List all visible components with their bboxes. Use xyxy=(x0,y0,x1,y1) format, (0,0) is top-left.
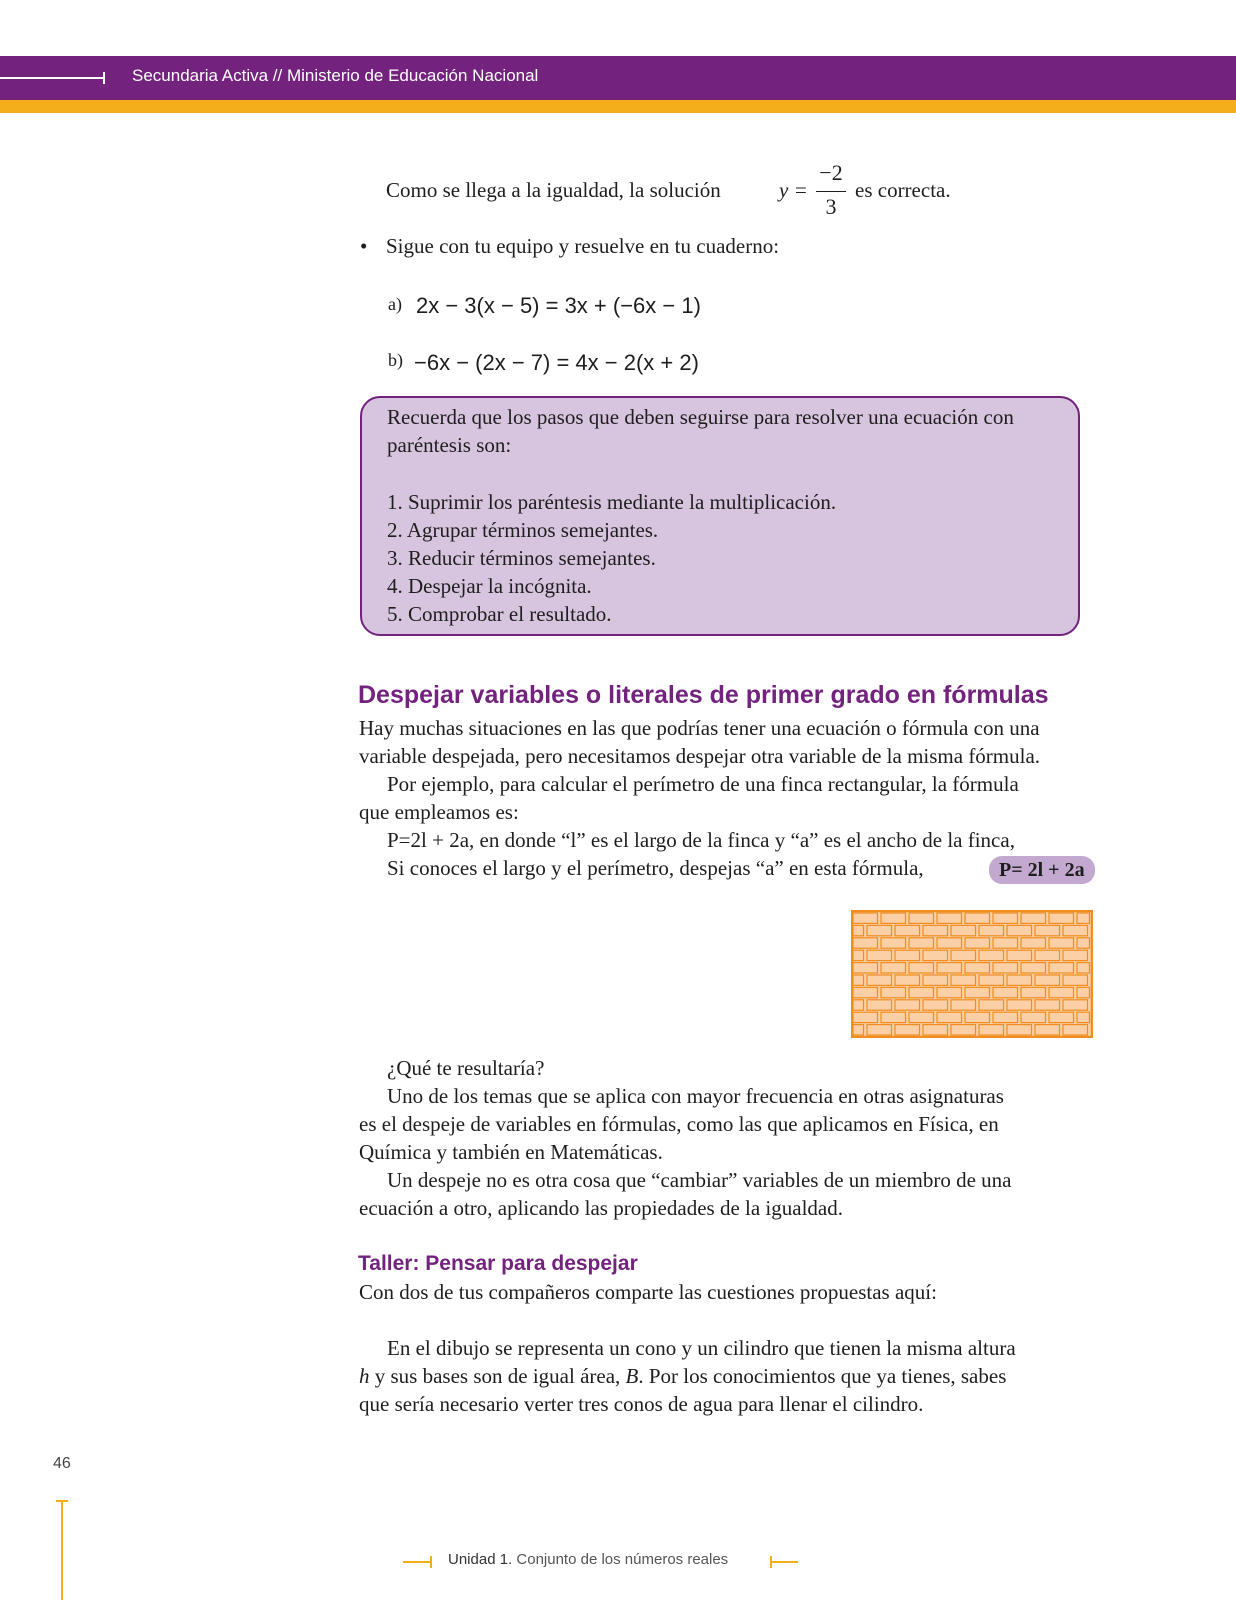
brick xyxy=(1007,1000,1032,1010)
reminder-intro-line1: Recuerda que los pasos que deben seguirse para resolver una ecuación con xyxy=(387,405,1014,429)
taller-instruction: Con dos de tus compañeros comparte las cuestiones propuestas aquí: xyxy=(359,1280,937,1304)
brick xyxy=(923,975,948,985)
brick xyxy=(895,950,920,960)
reminder-step: 5. Comprobar el resultado. xyxy=(387,602,612,626)
question-text: ¿Qué te resultaría? xyxy=(387,1056,545,1080)
brick xyxy=(1063,1000,1088,1010)
footer-right-tick xyxy=(770,1556,772,1568)
brick xyxy=(993,963,1018,973)
brick xyxy=(1077,987,1090,997)
reminder-step: 4. Despejar la incógnita. xyxy=(387,574,592,598)
exercise-b-label: b) xyxy=(388,350,403,370)
brick xyxy=(1021,938,1046,948)
brick xyxy=(867,975,892,985)
brick xyxy=(923,1025,948,1035)
exercise-b-equation: −6x − (2x − 7) = 4x − 2(x + 2) xyxy=(414,350,699,375)
brick xyxy=(1007,1025,1032,1035)
brick xyxy=(853,913,878,923)
brick xyxy=(853,925,864,935)
brick xyxy=(895,975,920,985)
brick xyxy=(937,987,962,997)
brick xyxy=(1021,1012,1046,1022)
brick xyxy=(937,1012,962,1022)
brick xyxy=(881,987,906,997)
brick xyxy=(1035,1000,1060,1010)
reminder-intro-line2: paréntesis son: xyxy=(387,433,512,457)
brick xyxy=(909,963,934,973)
brick xyxy=(937,913,962,923)
brick xyxy=(965,938,990,948)
brick-wall-illustration xyxy=(851,910,1093,1038)
paragraph-line: es el despeje de variables en fórmulas, como las que aplicamos en Física, en xyxy=(359,1112,999,1136)
footer-left-rule xyxy=(403,1561,431,1563)
brick xyxy=(1007,925,1032,935)
section-paragraph-line: que empleamos es: xyxy=(359,800,519,824)
brick xyxy=(951,925,976,935)
header-title: Secundaria Activa // Ministerio de Educación Nacional xyxy=(132,66,539,85)
brick xyxy=(1063,975,1088,985)
brick xyxy=(951,1000,976,1010)
paragraph-line: Uno de los temas que se aplica con mayor frecuencia en otras asignaturas xyxy=(387,1084,1004,1108)
y-equals: y = xyxy=(779,178,808,202)
section-paragraph-line: Si conoces el largo y el perímetro, despejas “a” en esta fórmula, xyxy=(387,856,924,880)
bullet: • xyxy=(360,234,368,258)
section-paragraph-line: Hay muchas situaciones en las que podrías tener una ecuación o fórmula con una xyxy=(359,716,1040,740)
brick xyxy=(937,963,962,973)
fraction-numerator: −2 xyxy=(819,160,843,185)
brick xyxy=(937,938,962,948)
brick xyxy=(895,925,920,935)
brick xyxy=(1077,1012,1090,1022)
paragraph-line: ecuación a otro, aplicando las propiedades de la igualdad. xyxy=(359,1196,843,1220)
taller-line xyxy=(359,1362,1006,1390)
brick xyxy=(979,1025,1004,1035)
brick xyxy=(1063,950,1088,960)
brick xyxy=(1007,975,1032,985)
brick xyxy=(1035,925,1060,935)
brick xyxy=(1021,987,1046,997)
brick xyxy=(993,913,1018,923)
brick xyxy=(853,975,864,985)
brick xyxy=(1049,938,1074,948)
brick xyxy=(993,1012,1018,1022)
brick xyxy=(1049,913,1074,923)
taller-line: que sería necesario verter tres conos de agua para llenar el cilindro. xyxy=(359,1392,924,1416)
brick xyxy=(909,1012,934,1022)
brick xyxy=(853,963,878,973)
footer-vertical-rule xyxy=(61,1500,63,1600)
section-heading: Despejar variables o literales de primer grado en fórmulas xyxy=(358,681,1049,709)
taller-line-end: . Por los conocimientos que ya tienes, sabes xyxy=(638,1364,1007,1388)
brick xyxy=(1063,1025,1088,1035)
brick xyxy=(1007,950,1032,960)
formula-badge: P= 2l + 2a xyxy=(989,856,1095,884)
brick xyxy=(979,975,1004,985)
footer-right-rule xyxy=(770,1561,798,1563)
brick xyxy=(923,1000,948,1010)
brick xyxy=(853,950,864,960)
fraction-bar xyxy=(816,191,846,192)
brick xyxy=(1021,963,1046,973)
brick xyxy=(979,925,1004,935)
brick xyxy=(993,987,1018,997)
brick xyxy=(923,925,948,935)
brick xyxy=(965,963,990,973)
footer-unit: Unidad 1. xyxy=(448,1551,513,1568)
reminder-step: 2. Agrupar términos semejantes. xyxy=(387,518,659,542)
brick xyxy=(1077,913,1090,923)
section-paragraph-line: Por ejemplo, para calcular el perímetro de una finca rectangular, la fórmula xyxy=(387,772,1019,796)
brick xyxy=(1035,950,1060,960)
reminder-step: 1. Suprimir los paréntesis mediante la multiplicación. xyxy=(387,490,837,514)
brick xyxy=(979,950,1004,960)
exercise-a-label: a) xyxy=(388,294,402,314)
brick xyxy=(909,938,934,948)
page-number: 46 xyxy=(53,1455,71,1472)
brick xyxy=(895,1025,920,1035)
brick xyxy=(867,1025,892,1035)
brick xyxy=(867,1000,892,1010)
brick xyxy=(881,1012,906,1022)
section-paragraph-line: variable despejada, pero necesitamos despejar otra variable de la misma fórmula. xyxy=(359,744,1041,768)
taller-line-mid: y sus bases son de igual área, xyxy=(374,1364,621,1388)
brick xyxy=(1077,938,1090,948)
section-paragraph-line: P=2l + 2a, en donde “l” es el largo de la finca y “a” es el ancho de la finca, xyxy=(387,828,1015,852)
brick xyxy=(1049,1012,1074,1022)
brick xyxy=(979,1000,1004,1010)
header-gold-stripe xyxy=(0,100,1236,113)
brick xyxy=(1063,925,1088,935)
brick xyxy=(951,1025,976,1035)
brick xyxy=(1049,963,1074,973)
brick xyxy=(895,1000,920,1010)
brick xyxy=(923,950,948,960)
brick xyxy=(1035,1025,1060,1035)
brick xyxy=(951,950,976,960)
paragraph-line: Un despeje no es otra cosa que “cambiar” variables de un miembro de una xyxy=(387,1168,1012,1192)
brick xyxy=(1021,913,1046,923)
brick xyxy=(881,963,906,973)
brick xyxy=(909,987,934,997)
brick xyxy=(965,987,990,997)
brick xyxy=(1077,963,1090,973)
brick xyxy=(1049,987,1074,997)
taller-heading: Taller: Pensar para despejar xyxy=(358,1252,638,1275)
header-rule xyxy=(0,77,104,79)
brick xyxy=(909,913,934,923)
b-variable: B xyxy=(625,1364,639,1388)
brick xyxy=(881,938,906,948)
taller-line: En el dibujo se representa un cono y un cilindro que tienen la misma altura xyxy=(387,1336,1016,1360)
brick xyxy=(853,938,878,948)
h-variable: h xyxy=(359,1364,370,1388)
fraction-denominator: 3 xyxy=(825,194,837,219)
brick xyxy=(1035,975,1060,985)
brick xyxy=(867,950,892,960)
brick xyxy=(965,1012,990,1022)
brick xyxy=(853,987,878,997)
footer-title: Conjunto de los números reales xyxy=(516,1551,729,1568)
brick xyxy=(853,1012,878,1022)
intro-text-after: es correcta. xyxy=(855,178,951,202)
header-rule-tick xyxy=(103,72,105,84)
brick xyxy=(951,975,976,985)
intro-text: Como se llega a la igualdad, la solución xyxy=(386,178,721,202)
footer-unit-title xyxy=(448,1551,728,1568)
brick xyxy=(867,925,892,935)
footer-vertical-tick xyxy=(56,1500,68,1502)
brick xyxy=(853,1000,864,1010)
footer-left-tick xyxy=(430,1556,432,1568)
exercise-instruction: Sigue con tu equipo y resuelve en tu cuaderno: xyxy=(386,234,780,258)
brick xyxy=(881,913,906,923)
paragraph-line: Química y también en Matemáticas. xyxy=(359,1140,663,1164)
brick xyxy=(993,938,1018,948)
brick xyxy=(965,913,990,923)
exercise-a-equation: 2x − 3(x − 5) = 3x + (−6x − 1) xyxy=(416,293,701,318)
brick xyxy=(853,1025,864,1035)
reminder-step: 3. Reducir términos semejantes. xyxy=(387,546,656,570)
